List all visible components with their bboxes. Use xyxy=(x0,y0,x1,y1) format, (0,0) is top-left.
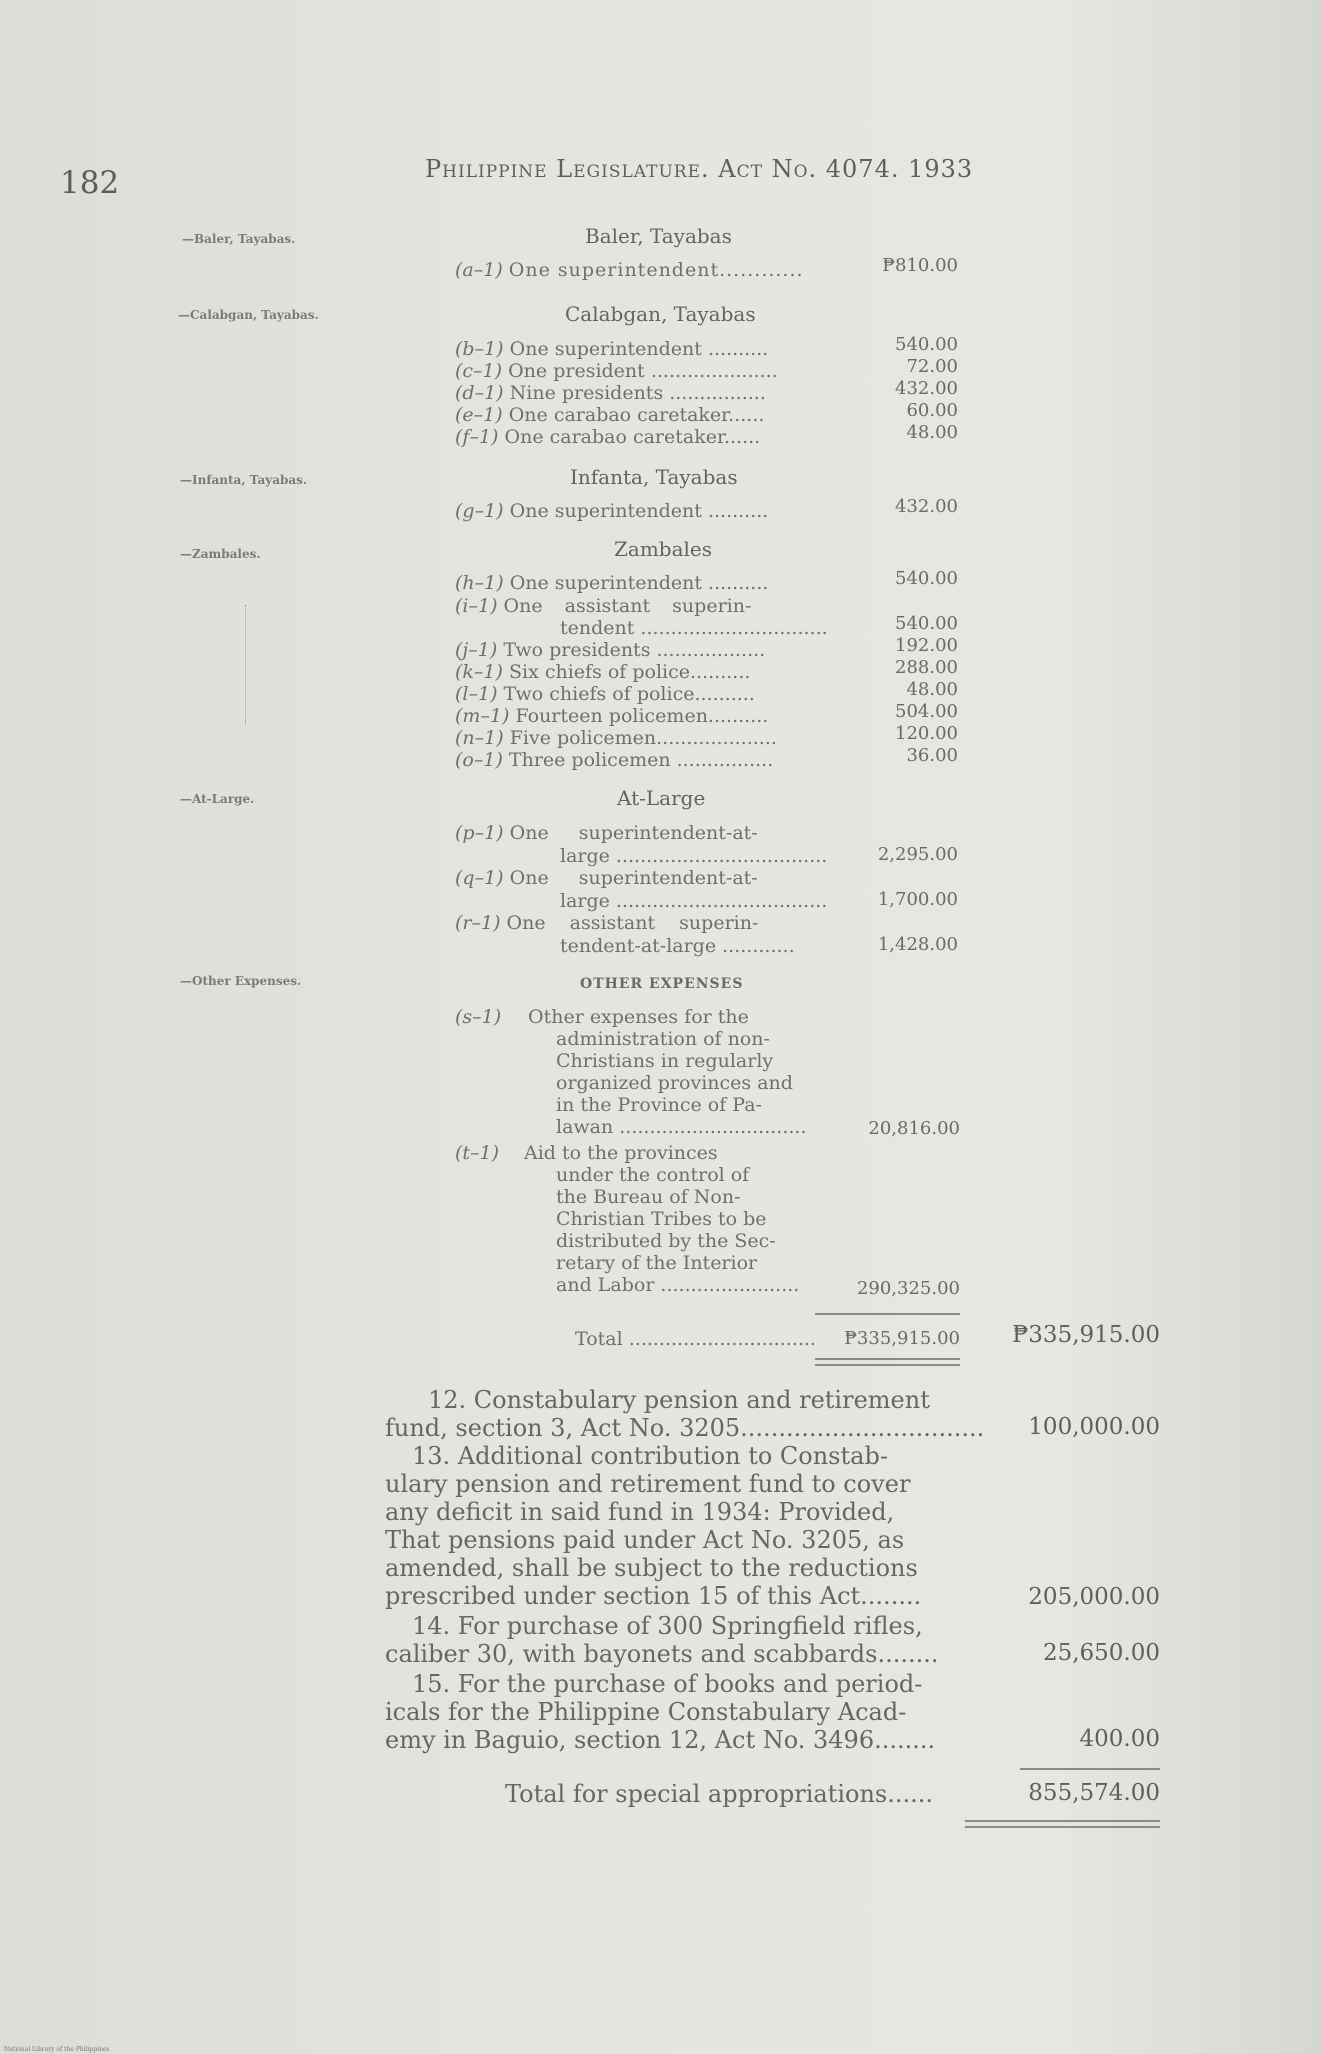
item-s1-label: (s–1) xyxy=(455,1006,502,1028)
item-text: One superintendent-at- xyxy=(509,822,758,844)
para-13-line-5: amended, shall be subject to the reductions xyxy=(385,1554,918,1582)
item-text: One carabao caretaker...... xyxy=(504,426,761,448)
amount-g1: 432.00 xyxy=(895,496,958,517)
item-label: (g–1) xyxy=(455,500,504,522)
para-14-line-1: 14. For purchase of 300 Springfield rifles, xyxy=(412,1612,923,1640)
total-amount: ₱335,915.00 xyxy=(844,1328,960,1349)
item-label: (m–1) xyxy=(455,705,510,727)
item-text: Two chiefs of police.......... xyxy=(503,683,755,705)
para-12-line-1: 12. Constabulary pension and retirement xyxy=(428,1386,930,1414)
item-label: (n–1) xyxy=(455,727,504,749)
amount-p1: 2,295.00 xyxy=(877,844,958,865)
item-text: One president ..................... xyxy=(508,360,778,382)
heading-other-expenses: OTHER EXPENSES xyxy=(580,976,744,992)
margin-note-zambales: —Zambales. xyxy=(180,547,261,561)
item-text: One assistant superin- xyxy=(506,912,759,934)
item-text: Three policemen ................ xyxy=(508,749,774,771)
item-text: Nine presidents ................ xyxy=(509,382,766,404)
double-rule-2 xyxy=(815,1364,960,1366)
amount-j1: 192.00 xyxy=(895,635,958,656)
item-label: (e–1) xyxy=(455,404,503,426)
item-text: One carabao caretaker...... xyxy=(508,404,765,426)
item-k1 xyxy=(455,661,750,683)
para-13-line-2: ulary pension and retirement fund to cover xyxy=(385,1470,911,1498)
item-text: One superintendent .......... xyxy=(509,338,769,360)
item-label: (c–1) xyxy=(455,360,503,382)
item-label: (j–1) xyxy=(455,639,498,661)
item-label: (f–1) xyxy=(455,426,499,448)
amount-a1: ₱810.00 xyxy=(882,255,958,276)
item-text: One superintendent .......... xyxy=(509,572,769,594)
item-s1-line-6: lawan ............................... xyxy=(556,1116,807,1138)
double-rule-1 xyxy=(815,1358,960,1360)
amount-f1: 48.00 xyxy=(906,422,958,443)
total-row xyxy=(575,1328,816,1350)
grand-double-rule-2 xyxy=(965,1826,1160,1828)
item-t1-line-6: retary of the Interior xyxy=(556,1252,758,1274)
margin-note-calabgan: —Calabgan, Tayabas. xyxy=(178,308,319,322)
item-n1 xyxy=(455,727,777,749)
margin-bracket xyxy=(245,605,246,725)
item-s1-line-1: Other expenses for the xyxy=(528,1006,749,1028)
para-13-line-6: prescribed under section 15 of this Act........ xyxy=(385,1582,922,1610)
item-text: Fourteen policemen.......... xyxy=(515,705,769,727)
para-13-amount: 205,000.00 xyxy=(1028,1584,1160,1610)
heading-infanta: Infanta, Tayabas xyxy=(570,465,738,489)
item-e1 xyxy=(455,404,764,426)
item-t1-line-1: Aid to the provinces xyxy=(524,1142,718,1164)
item-c1 xyxy=(455,360,778,382)
amount-n1: 120.00 xyxy=(895,723,958,744)
amount-q1: 1,700.00 xyxy=(877,889,958,910)
item-o1 xyxy=(455,749,773,771)
item-s1-line-3: Christians in regularly xyxy=(556,1050,774,1072)
item-text: One superintendent .......... xyxy=(509,500,769,522)
item-text: One superintendent............ xyxy=(508,259,804,281)
running-title: Philippine Legislature. Act No. 4074. 1933 xyxy=(425,155,974,183)
item-t1-line-3: the Bureau of Non- xyxy=(556,1186,741,1208)
item-text: Five policemen.................... xyxy=(509,727,777,749)
amount-e1: 60.00 xyxy=(906,400,958,421)
margin-note-other-expenses: —Other Expenses. xyxy=(180,974,302,988)
item-label: (q–1) xyxy=(455,867,504,889)
para-13-line-1: 13. Additional contribution to Constab- xyxy=(412,1442,888,1470)
item-a1 xyxy=(455,259,804,281)
para-13-line-4: That pensions paid under Act No. 3205, as xyxy=(385,1526,905,1554)
amount-d1: 432.00 xyxy=(895,378,958,399)
grand-double-rule-1 xyxy=(965,1820,1160,1822)
item-p1 xyxy=(455,822,758,844)
para-14-line-2: caliber 30, with bayonets and scabbards........ xyxy=(385,1640,939,1668)
item-label: (a–1) xyxy=(455,259,503,281)
heading-calabgan: Calabgan, Tayabas xyxy=(565,302,756,326)
para-14-amount: 25,650.00 xyxy=(1042,1640,1160,1666)
para-12-amount: 100,000.00 xyxy=(1028,1414,1160,1440)
footer-credit: National Library of the Philippines xyxy=(4,2046,110,2053)
heading-zambales: Zambales xyxy=(614,537,713,561)
item-label: (l–1) xyxy=(455,683,498,705)
item-q1-continued: large ................................... xyxy=(560,890,828,912)
amount-t1: 290,325.00 xyxy=(856,1278,960,1299)
item-label: (h–1) xyxy=(455,572,504,594)
item-label: (k–1) xyxy=(455,661,503,683)
amount-l1: 48.00 xyxy=(906,679,958,700)
margin-note-at-large: —At-Large. xyxy=(180,792,255,806)
amount-o1: 36.00 xyxy=(906,745,958,766)
item-t1-label: (t–1) xyxy=(455,1142,500,1164)
item-p1-continued: large ................................... xyxy=(560,845,828,867)
item-text: One superintendent-at- xyxy=(509,867,758,889)
amount-h1: 540.00 xyxy=(895,568,958,589)
item-b1 xyxy=(455,338,768,360)
item-text: Six chiefs of police.......... xyxy=(508,661,751,683)
page-number: 182 xyxy=(60,165,120,201)
item-m1 xyxy=(455,705,768,727)
para-12-line-2: fund, section 3, Act No. 3205................................ xyxy=(385,1414,985,1442)
item-label: (r–1) xyxy=(455,912,501,934)
amount-r1: 1,428.00 xyxy=(877,934,958,955)
item-i1-continued: tendent ............................... xyxy=(560,617,828,639)
heading-at-large: At-Large xyxy=(617,786,706,810)
margin-note-baler: —Baler, Tayabas. xyxy=(182,232,296,246)
total-label: Total xyxy=(575,1328,623,1350)
item-g1 xyxy=(455,500,768,522)
item-label: (b–1) xyxy=(455,338,504,360)
amount-s1: 20,816.00 xyxy=(868,1118,960,1139)
item-f1 xyxy=(455,426,760,448)
item-r1 xyxy=(455,912,758,934)
item-t1-line-4: Christian Tribes to be xyxy=(556,1208,767,1230)
item-t1-line-7: and Labor ....................... xyxy=(556,1274,800,1296)
para-15-line-2: icals for the Philippine Constabulary Acad- xyxy=(385,1698,907,1726)
grand-total-amount: 855,574.00 xyxy=(1028,1780,1160,1806)
item-label: (o–1) xyxy=(455,749,503,771)
grand-total-label: Total for special appropriations...... xyxy=(505,1780,933,1808)
item-label: (d–1) xyxy=(455,382,504,404)
item-q1 xyxy=(455,867,758,889)
item-h1 xyxy=(455,572,768,594)
item-i1 xyxy=(455,595,751,617)
para-13-line-3: any deficit in said fund in 1934: Provided, xyxy=(385,1498,895,1526)
item-t1-line-5: distributed by the Sec- xyxy=(556,1230,776,1252)
item-label: (p–1) xyxy=(455,822,504,844)
item-s1-line-2: administration of non- xyxy=(556,1028,770,1050)
rule-above-grand-total xyxy=(1020,1768,1160,1770)
rule-above-total xyxy=(815,1313,960,1315)
para-15-line-3: emy in Baguio, section 12, Act No. 3496........ xyxy=(385,1726,936,1754)
total-carried-amount: ₱335,915.00 xyxy=(1012,1322,1160,1348)
amount-k1: 288.00 xyxy=(895,657,958,678)
para-15-line-1: 15. For the purchase of books and period- xyxy=(412,1670,923,1698)
item-label: (i–1) xyxy=(455,595,498,617)
amount-i1: 540.00 xyxy=(895,613,958,634)
margin-note-infanta: —Infanta, Tayabas. xyxy=(180,473,308,487)
item-t1-line-2: under the control of xyxy=(556,1164,750,1186)
amount-m1: 504.00 xyxy=(895,701,958,722)
item-text: One assistant superin- xyxy=(503,595,752,617)
item-s1-line-5: in the Province of Pa- xyxy=(556,1094,762,1116)
item-s1-line-4: organized provinces and xyxy=(556,1072,793,1094)
amount-b1: 540.00 xyxy=(895,334,958,355)
item-l1 xyxy=(455,683,755,705)
item-j1 xyxy=(455,639,765,661)
amount-c1: 72.00 xyxy=(906,356,958,377)
item-d1 xyxy=(455,382,766,404)
total-dots: ............................... xyxy=(628,1328,816,1350)
item-r1-continued: tendent-at-large ............ xyxy=(560,935,795,957)
item-text: Two presidents .................. xyxy=(503,639,766,661)
heading-baler: Baler, Tayabas xyxy=(585,224,732,248)
para-15-amount: 400.00 xyxy=(1079,1726,1160,1752)
